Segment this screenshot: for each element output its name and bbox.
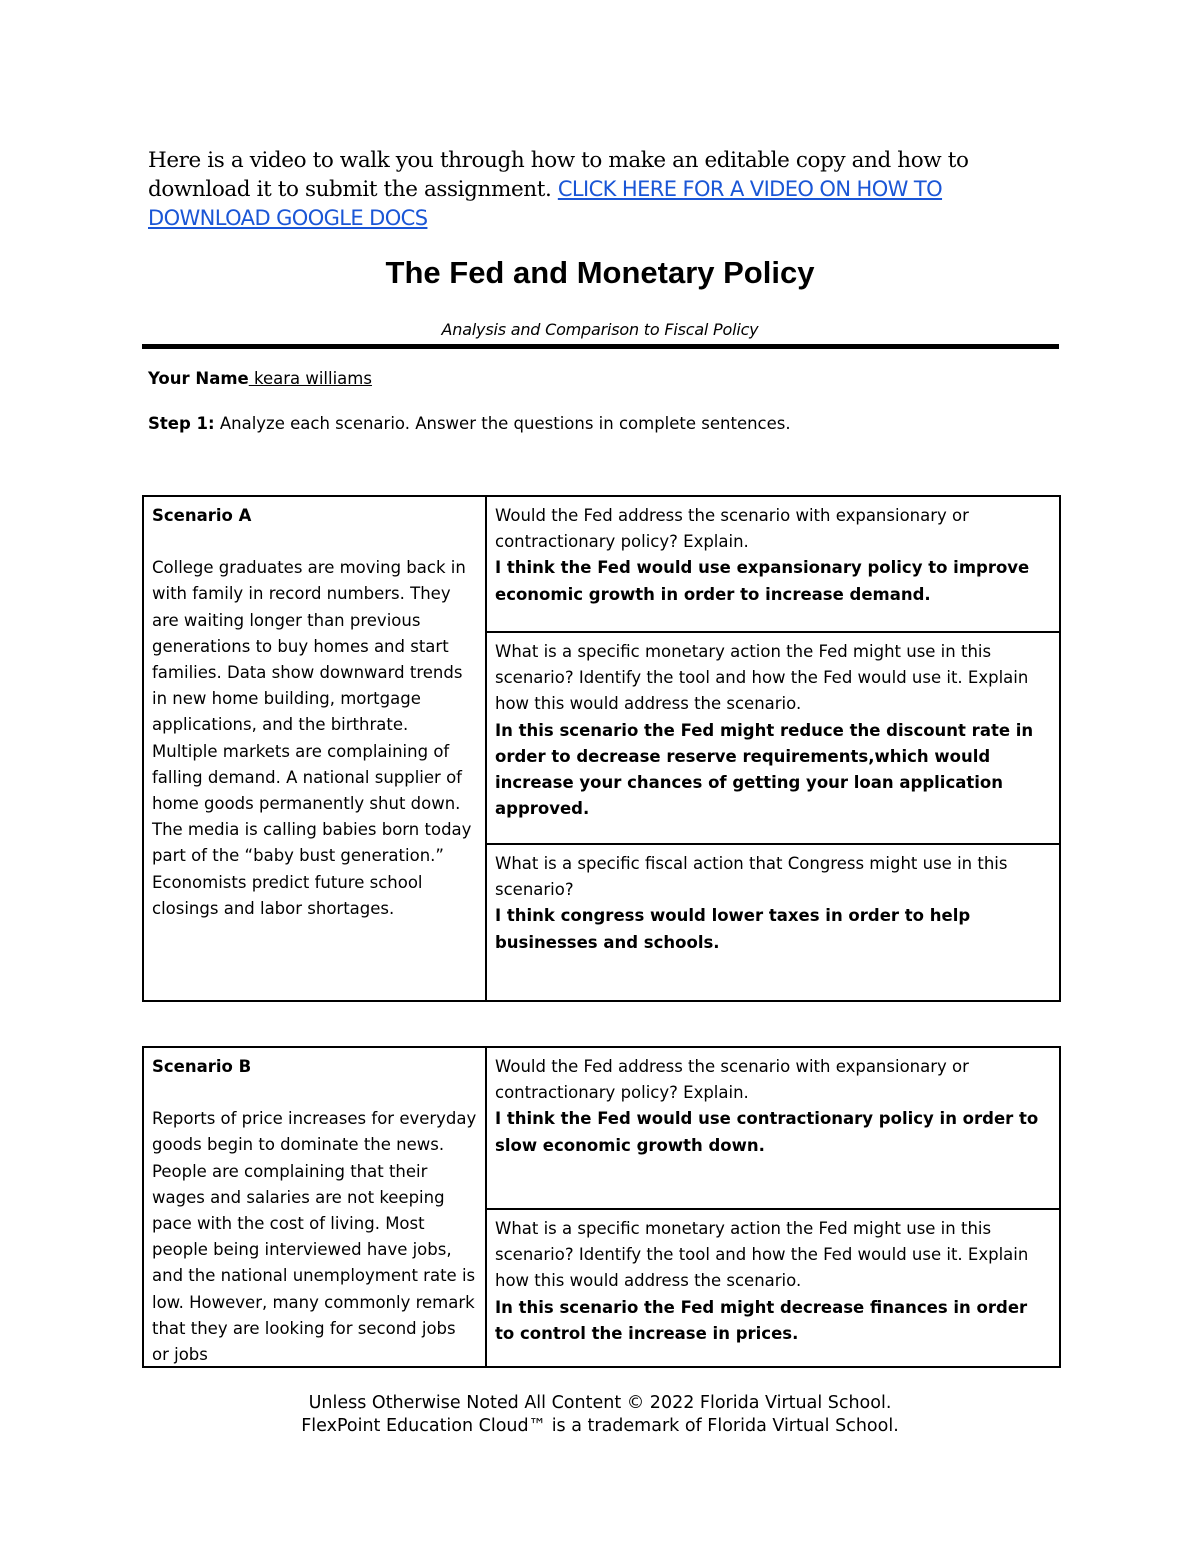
- step-text: Analyze each scenario. Answer the questions in complete sentences.: [214, 414, 791, 433]
- scenario-a-description: College graduates are moving back in with family in record numbers. They are waiting longer than previous generations to buy homes and start families. Data show downward trends in new home building, mortgage applications, and the birthrate. Multiple markets are complaining of falling demand. A national supplier of home goods permanently shut down. The media is calling babies born today part of the “baby bust generation.” Economists predict future school closings and labor shortages.: [152, 558, 472, 918]
- scenario-b-description-cell: [144, 1048, 487, 1366]
- scenario-a-answer-1[interactable]: I think the Fed would use expansionary policy to improve economic growth in order to increase demand.: [495, 558, 1030, 604]
- step-instruction: [148, 414, 791, 433]
- scenario-b-question-1-cell[interactable]: [487, 1048, 1059, 1208]
- intro-text: Here is a video to walk you through how to make an editable copy and how to download it to submit the assignment.: [148, 148, 969, 202]
- title-divider: [142, 344, 1059, 349]
- scenario-a-answer-3[interactable]: I think congress would lower taxes in order to help businesses and schools.: [495, 906, 971, 952]
- scenario-b-questions: [487, 1048, 1059, 1366]
- footer-copyright: Unless Otherwise Noted All Content © 2022 Florida Virtual School.: [308, 1393, 892, 1413]
- scenario-a-question-3-cell[interactable]: [487, 843, 1059, 1000]
- scenario-b-title: Scenario B: [152, 1057, 252, 1076]
- page-subtitle: Analysis and Comparison to Fiscal Policy: [441, 320, 759, 339]
- scenario-b-question-2-cell[interactable]: [487, 1208, 1059, 1366]
- video-link[interactable]: CLICK HERE FOR A VIDEO ON HOW TO DOWNLOAD GOOGLE DOCS: [148, 177, 943, 230]
- scenario-a-question-2: What is a specific monetary action the Fed might use in this scenario? Identify the tool and how the Fed would use it. Explain how this would address the scenario.: [495, 642, 1029, 714]
- scenario-a-question-3: What is a specific fiscal action that Congress might use in this scenario?: [495, 854, 1008, 900]
- scenario-b-answer-1[interactable]: I think the Fed would use contractionary policy in order to slow economic growth down.: [495, 1109, 1039, 1155]
- page-footer: [0, 1392, 1200, 1438]
- scenario-a-question-1: Would the Fed address the scenario with expansionary or contractionary policy? Explain.: [495, 506, 969, 552]
- intro-paragraph: [148, 146, 1058, 233]
- scenario-a-answer-2[interactable]: In this scenario the Fed might reduce the discount rate in order to decrease reserve requirements,which would increase your chances of getting your loan application approved.: [495, 720, 1034, 819]
- footer-trademark: FlexPoint Education Cloud™ is a trademark of Florida Virtual School.: [301, 1416, 899, 1436]
- scenario-a-title: Scenario A: [152, 506, 252, 525]
- scenario-a-questions: [487, 497, 1059, 1000]
- scenario-a-question-2-cell[interactable]: [487, 631, 1059, 843]
- scenario-b-table: [142, 1046, 1061, 1368]
- name-label: Your Name: [148, 369, 249, 388]
- scenario-a-question-1-cell[interactable]: [487, 497, 1059, 631]
- name-value[interactable]: keara williams: [248, 369, 372, 388]
- scenario-b-question-2: What is a specific monetary action the Fed might use in this scenario? Identify the tool and how the Fed would use it. Explain how this would address the scenario.: [495, 1219, 1029, 1291]
- name-field: [148, 369, 372, 388]
- step-label: Step 1:: [148, 414, 215, 433]
- scenario-b-answer-2[interactable]: In this scenario the Fed might decrease finances in order to control the increase in prices.: [495, 1297, 1028, 1343]
- scenario-a-description-cell: [144, 497, 487, 1000]
- scenario-b-question-1: Would the Fed address the scenario with expansionary or contractionary policy? Explain.: [495, 1057, 969, 1103]
- scenario-a-table: [142, 495, 1061, 1002]
- scenario-b-description: Reports of price increases for everyday goods begin to dominate the news. People are complaining that their wages and salaries are not keeping pace with the cost of living. Most people being interviewed have jobs, and the national unemployment rate is low. However, many commonly remark that they are looking for second jobs or jobs: [152, 1109, 477, 1365]
- page-title: The Fed and Monetary Policy: [385, 255, 815, 290]
